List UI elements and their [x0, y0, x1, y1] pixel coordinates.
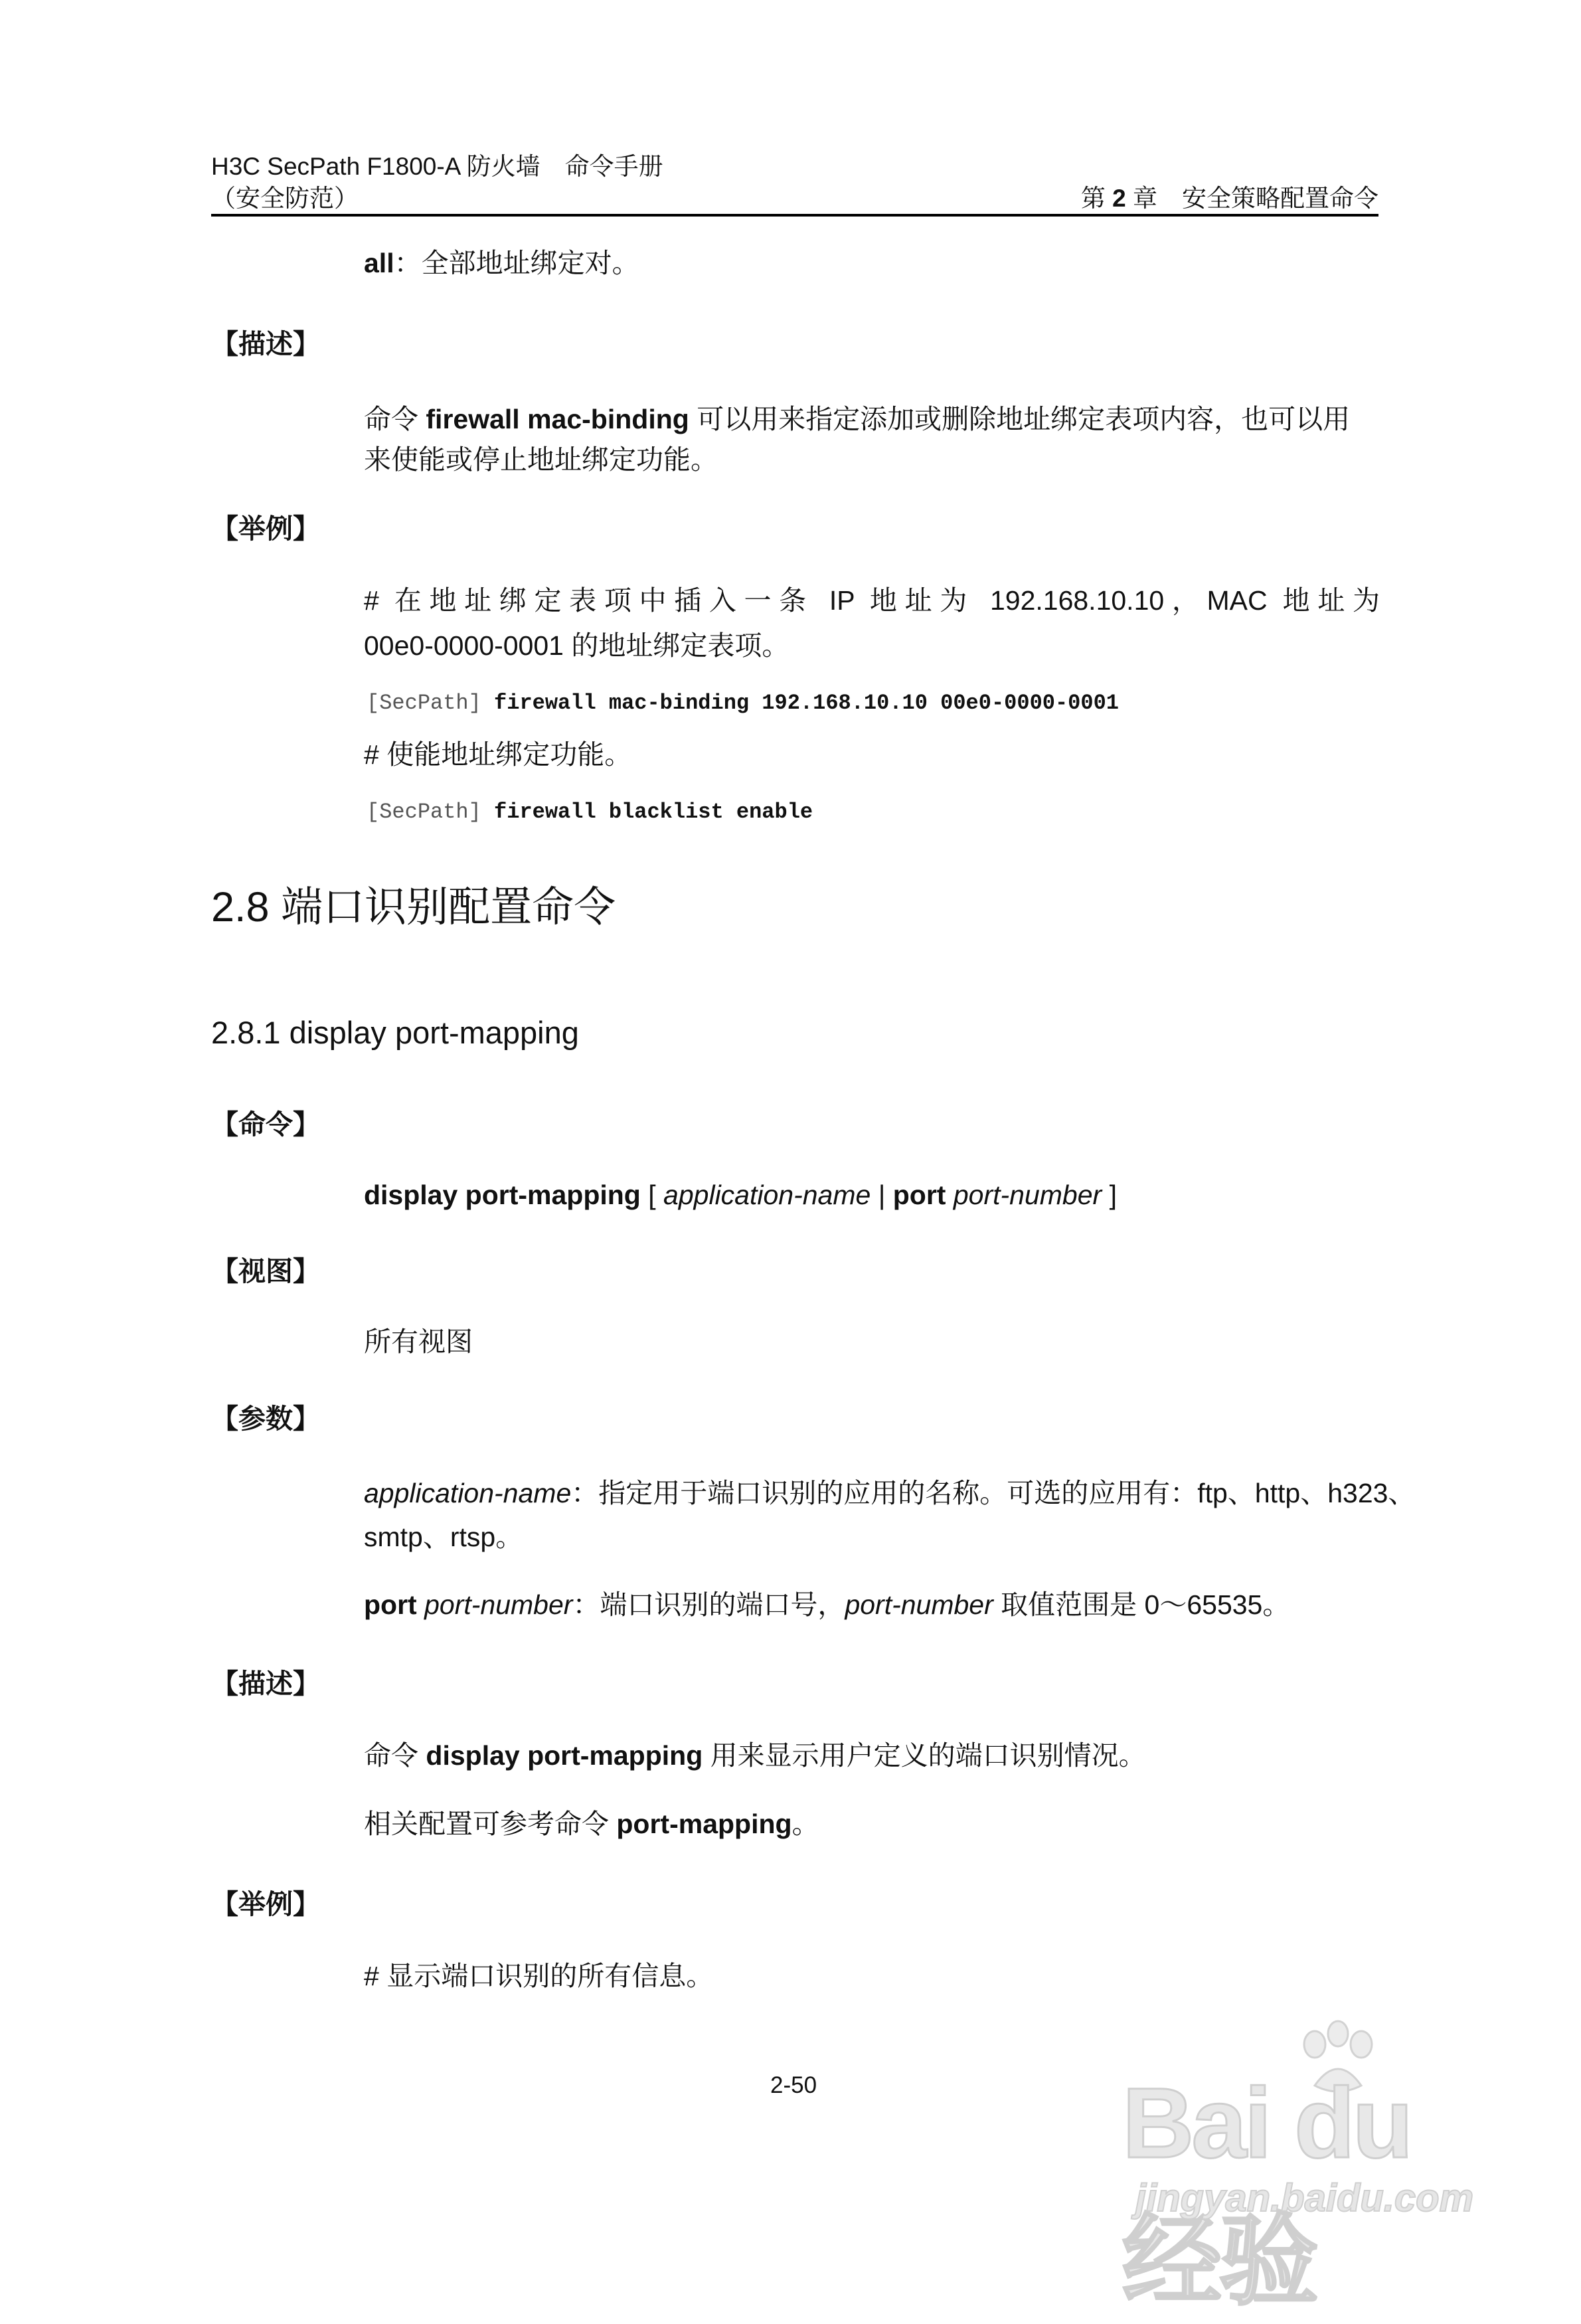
code-line-1: [SecPath] firewall mac-binding 192.168.10.10 00e0-0000-0001 — [367, 691, 1119, 715]
code-line-2: [SecPath] firewall blacklist enable — [367, 800, 813, 824]
example-label: 【举例】 — [211, 513, 320, 544]
header-product: H3C SecPath F1800-A 防火墙 命令手册 — [211, 153, 663, 180]
section-title: 2.8 端口识别配置命令 — [211, 884, 616, 931]
param-label: 【参数】 — [211, 1403, 320, 1434]
watermark-url: jingyan.baidu.com — [1135, 2177, 1474, 2220]
view-text: 所有视图 — [364, 1326, 473, 1357]
param-1-line-2: smtp、rtsp。 — [364, 1522, 523, 1552]
desc-line-1: 命令 firewall mac-binding 可以用来指定添加或删除地址绑定表项内容，也可以用 — [364, 404, 1351, 434]
watermark-logo: Bai du 经验 — [1122, 2067, 1411, 2317]
example-1-line-2: 00e0-0000-0001 的地址绑定表项。 — [364, 630, 790, 661]
related-text: 相关配置可参考命令 port-mapping。 — [364, 1809, 819, 1839]
desc-label-2: 【描述】 — [211, 1668, 320, 1699]
desc-label: 【描述】 — [211, 329, 320, 359]
baidu-jingyan-watermark — [1122, 2019, 1494, 2317]
desc-line-2: 来使能或停止地址绑定功能。 — [364, 444, 718, 475]
desc-2-text: 命令 display port-mapping 用来显示用户定义的端口识别情况。 — [364, 1740, 1146, 1771]
subsection-title: 2.8.1 display port-mapping — [211, 1015, 579, 1050]
page-number: 2-50 — [770, 2072, 817, 2098]
param-1-line-1: application-name：指定用于端口识别的应用的名称。可选的应用有：ftp、http、h323、 — [364, 1478, 1416, 1508]
command-syntax: display port-mapping [ application-name | port port-number ] — [364, 1180, 1117, 1210]
example-label-2: 【举例】 — [211, 1889, 320, 1920]
command-label: 【命令】 — [211, 1109, 320, 1140]
param-all: all：全部地址绑定对。 — [364, 248, 639, 278]
view-label: 【视图】 — [211, 1256, 320, 1287]
header-subtitle: （安全防范） — [211, 185, 359, 212]
example-2-text: # 使能地址绑定功能。 — [364, 739, 632, 770]
example-1-line-1: # 在地址绑定表项中插入一条 IP 地址为 192.168.10.10，MAC 地址为 — [364, 585, 1380, 616]
header-rule — [211, 214, 1378, 217]
header-chapter: 第 2 章 安全策略配置命令 — [1080, 185, 1378, 212]
example-2-8-text: # 显示端口识别的所有信息。 — [364, 1961, 714, 1991]
param-2: port port-number：端口识别的端口号，port-number 取值范围是 0～65535。 — [364, 1589, 1290, 1620]
